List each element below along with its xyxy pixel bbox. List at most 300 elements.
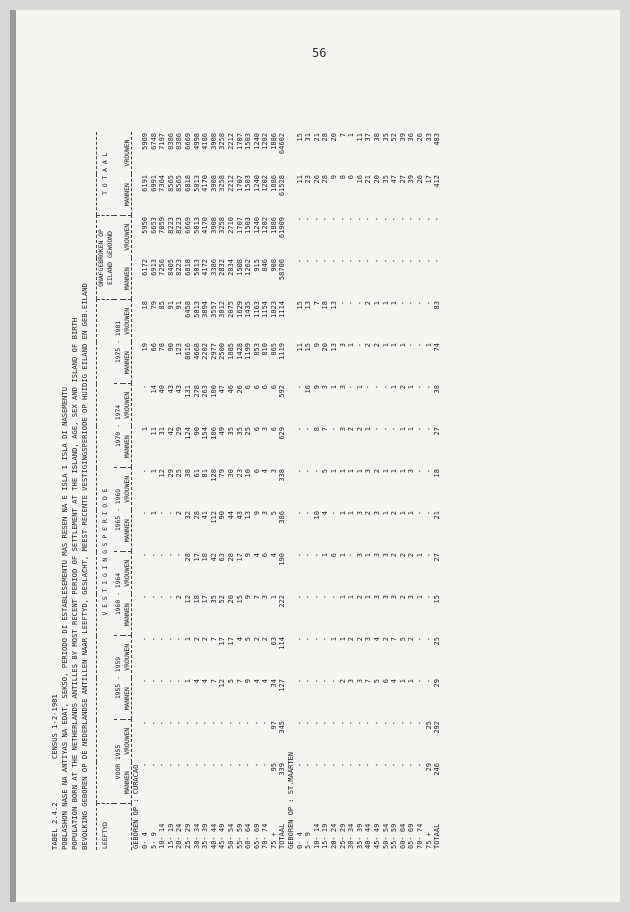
table-cell: 2832 — [218, 259, 227, 276]
table-cell: 11 — [295, 175, 304, 184]
table-row — [253, 132, 262, 850]
female-header: VROUWEN — [123, 720, 132, 762]
table-cell: 35 — [235, 427, 244, 436]
age-group-label: 30- 34 — [192, 823, 201, 849]
table-cell: - — [304, 553, 313, 558]
table-cell: 16 — [355, 175, 364, 184]
female-header: VROUWEN — [123, 636, 132, 678]
table-cell: - — [330, 763, 339, 768]
table-row — [227, 132, 236, 850]
table-cell: - — [140, 469, 149, 474]
table-cell: - — [338, 721, 347, 726]
table-cell: 35 — [226, 427, 235, 436]
table-cell: 1 — [364, 595, 373, 600]
table-cell: 25 — [244, 427, 253, 436]
table-cell: - — [330, 259, 339, 264]
table-cell: 1 — [338, 637, 347, 642]
table-cell: - — [295, 679, 304, 684]
table-cell: 8565 — [175, 175, 184, 192]
table-cell: - — [175, 763, 184, 768]
table-cell: 1 — [347, 511, 356, 516]
table-cell: 41 — [201, 511, 210, 520]
table-cell: 5 — [244, 637, 253, 642]
table-cell: 1503 — [244, 133, 253, 150]
table-cell: 8223 — [175, 217, 184, 234]
table-cell: 39 — [398, 133, 407, 142]
table-cell: 1 — [424, 343, 433, 348]
male-header: MANNEN — [123, 174, 132, 216]
table-cell: 43 — [175, 385, 184, 394]
table-cell: - — [373, 763, 381, 768]
male-header: MANNEN — [123, 426, 132, 468]
table-cell: 1 — [330, 469, 339, 474]
table-cell: 2 — [175, 595, 184, 600]
period-header: 1965 - 1969 — [114, 468, 123, 552]
table-cell: 3 — [381, 553, 390, 558]
age-group-label: 5- 9 — [149, 832, 158, 849]
table-cell: - — [158, 637, 167, 642]
table-cell: 1 — [347, 595, 356, 600]
total-cell: 592 — [278, 385, 287, 398]
table-cell: 4 — [192, 679, 201, 684]
table-cell: - — [209, 763, 218, 768]
table-cell: 5969 — [140, 133, 149, 150]
age-group-label: 0- 4 — [295, 832, 304, 849]
table-row — [356, 132, 365, 850]
table-cell: 3 — [373, 511, 381, 516]
table-cell: 8223 — [166, 217, 175, 234]
table-cell: 5 — [226, 679, 235, 684]
table-cell: - — [390, 427, 399, 432]
table-cell: - — [304, 427, 313, 432]
table-cell: - — [140, 637, 149, 642]
table-cell: 79 — [149, 301, 158, 310]
table-cell: 28 — [192, 511, 201, 520]
table-cell: - — [312, 595, 321, 600]
table-cell: 6991 — [149, 175, 158, 192]
table-cell: 4 — [390, 679, 399, 684]
table-cell: - — [347, 301, 356, 306]
table-cell: 1 — [347, 133, 356, 138]
table-cell: 2 — [373, 469, 381, 474]
table-cell: - — [304, 637, 313, 642]
total-row — [278, 132, 287, 850]
table-cell: 17 — [424, 175, 433, 184]
table-cell: 78 — [158, 343, 167, 352]
table-cell: 7 — [390, 637, 399, 642]
table-cell: - — [304, 259, 313, 264]
table-cell: - — [364, 259, 373, 264]
table-cell: 1202 — [261, 217, 270, 234]
table-cell: - — [158, 679, 167, 684]
table-cell: 154 — [201, 427, 210, 440]
table-cell: - — [140, 553, 149, 558]
table-cell: - — [407, 721, 416, 726]
table-cell: 1202 — [261, 133, 270, 150]
total-row — [433, 132, 442, 850]
table-cell: 63 — [269, 637, 278, 646]
table-row — [236, 132, 245, 850]
table-cell: 3 — [338, 343, 347, 348]
table-row — [158, 132, 167, 850]
table-cell: 1508 — [235, 259, 244, 276]
table-cell: 20 — [321, 343, 330, 352]
table-cell: 1 — [338, 511, 347, 516]
table-cell: 1 — [390, 385, 399, 390]
table-cell: 8 — [312, 427, 321, 432]
table-row — [425, 132, 434, 850]
table-cell: 2 — [364, 343, 373, 348]
table-cell: - — [140, 721, 149, 726]
table-cell: 1 — [330, 385, 339, 390]
census-table — [96, 132, 442, 850]
table-cell: - — [304, 217, 313, 222]
table-cell: 2 — [261, 637, 270, 642]
table-cell: 4170 — [201, 217, 210, 234]
table-row — [321, 132, 330, 850]
male-header: MANNEN — [123, 594, 132, 636]
table-cell: - — [158, 763, 167, 768]
table-cell: - — [424, 511, 433, 516]
table-cell: 35 — [381, 175, 390, 184]
age-group-label: 15- 19 — [166, 823, 175, 849]
table-cell: - — [183, 763, 192, 768]
table-cell: 17 — [218, 637, 227, 646]
table-cell: 1 — [407, 511, 416, 516]
table-cell: 43 — [166, 385, 175, 394]
table-cell: 38 — [183, 469, 192, 478]
table-cell: 908 — [269, 259, 278, 272]
table-cell: 6653 — [149, 217, 158, 234]
age-group-label: 10- 14 — [158, 823, 167, 849]
table-cell: - — [347, 217, 356, 222]
table-cell: 2 — [390, 511, 399, 516]
table-cell: - — [192, 763, 201, 768]
table-cell: 13 — [330, 301, 339, 310]
age-group-label: 20- 24 — [330, 823, 339, 849]
table-cell: 34 — [269, 679, 278, 688]
table-cell: 90 — [192, 427, 201, 436]
table-cell: - — [330, 511, 339, 516]
table-cell: 3 — [338, 385, 347, 390]
table-cell: 1823 — [269, 301, 278, 318]
total-label: TOTAAL — [433, 823, 442, 849]
table-cell: - — [424, 301, 433, 306]
table-cell: 17 — [226, 637, 235, 646]
table-cell: - — [407, 301, 416, 306]
table-cell: - — [321, 259, 330, 264]
table-row — [270, 132, 279, 850]
table-cell: - — [381, 217, 390, 222]
table-cell: - — [390, 721, 399, 726]
table-cell: 1 — [398, 427, 407, 432]
table-cell: - — [381, 385, 390, 390]
table-cell: 21 — [364, 175, 373, 184]
table-cell: 1 — [381, 469, 390, 474]
female-header: VROUWEN — [123, 468, 132, 510]
table-cell: 1886 — [269, 175, 278, 192]
table-cell: - — [295, 217, 304, 222]
table-cell: - — [149, 553, 158, 558]
table-cell: - — [166, 595, 175, 600]
table-cell: 42 — [166, 427, 175, 436]
table-cell: 1 — [407, 679, 416, 684]
table-cell: - — [330, 595, 339, 600]
table-cell: 47 — [218, 385, 227, 394]
table-cell: 1 — [347, 343, 356, 348]
table-cell: - — [347, 721, 356, 726]
table-cell: - — [355, 763, 364, 768]
total-cell: - — [433, 259, 442, 264]
table-cell: 2 — [398, 553, 407, 558]
table-cell: 4 — [261, 679, 270, 684]
table-cell: 10 — [244, 469, 253, 478]
table-cell: - — [398, 721, 407, 726]
table-cell: 15 — [295, 133, 304, 142]
table-cell: 1 — [183, 637, 192, 642]
table-cell: - — [295, 427, 304, 432]
table-cell: 23 — [304, 175, 313, 184]
table-row — [201, 132, 210, 850]
table-cell: 17 — [192, 553, 201, 562]
table-row — [313, 132, 322, 850]
age-group-label: 75 + — [269, 832, 278, 849]
table-cell: - — [158, 721, 167, 726]
table-cell: 2710 — [226, 217, 235, 234]
male-header: MANNEN — [123, 342, 132, 384]
table-cell: 6669 — [183, 133, 192, 150]
table-cell: - — [373, 259, 381, 264]
table-cell: 2202 — [201, 343, 210, 360]
age-group-label: 65- 69 — [407, 823, 416, 849]
header-row-1 — [97, 132, 115, 850]
table-cell: 6818 — [183, 175, 192, 192]
table-cell: 1240 — [252, 133, 261, 150]
table-cell: 2 — [390, 553, 399, 558]
table-cell: 1885 — [226, 343, 235, 360]
table-cell: 8565 — [166, 175, 175, 192]
table-id: TABEL 2.4.2 — [50, 802, 59, 850]
total-cell: 345 — [278, 721, 287, 734]
table-cell: 6 — [269, 385, 278, 390]
table-cell: 128 — [209, 469, 218, 482]
table-cell: 3386 — [209, 259, 218, 276]
table-cell: 3908 — [209, 217, 218, 234]
table-cell: - — [347, 259, 356, 264]
table-cell: - — [355, 217, 364, 222]
table-cell: - — [398, 301, 407, 306]
table-cell: 9 — [252, 511, 261, 516]
table-cell: - — [415, 427, 424, 432]
table-row — [399, 132, 408, 850]
table-cell: 2 — [252, 637, 261, 642]
total-cell: 1119 — [278, 343, 287, 360]
table-cell: - — [364, 763, 373, 768]
table-cell: 846 — [261, 259, 270, 272]
table-row — [175, 132, 184, 850]
total-cell: 61909 — [278, 217, 287, 239]
table-cell: 61 — [192, 469, 201, 478]
table-cell: 6669 — [183, 217, 192, 234]
table-cell: - — [140, 385, 149, 390]
total-cell: 1114 — [278, 301, 287, 318]
table-cell: 16 — [304, 385, 313, 394]
table-cell: 3894 — [201, 301, 210, 318]
female-header: VROUWEN — [123, 552, 132, 594]
table-cell: - — [304, 721, 313, 726]
table-body — [132, 132, 442, 850]
table-cell: 25 — [424, 721, 433, 730]
total-cell: 190 — [278, 553, 287, 566]
table-cell: 9 — [244, 595, 253, 600]
table-cell: - — [295, 385, 304, 390]
table-cell: 6 — [252, 469, 261, 474]
table-cell: 95 — [269, 763, 278, 772]
table-cell: 1 — [347, 469, 356, 474]
table-cell: 4998 — [192, 133, 201, 150]
table-cell: 3908 — [209, 175, 218, 192]
table-cell: - — [295, 721, 304, 726]
table-cell: 25 — [175, 469, 184, 478]
table-cell: 3 — [373, 553, 381, 558]
table-cell: 3258 — [218, 133, 227, 150]
table-cell: 36 — [407, 133, 416, 142]
table-cell: - — [201, 763, 210, 768]
table-cell: 2034 — [226, 259, 235, 276]
table-cell: 1 — [398, 511, 407, 516]
table-cell: - — [261, 721, 270, 726]
total-cell: 38 — [433, 385, 442, 394]
table-cell: 8405 — [166, 259, 175, 276]
table-cell: - — [330, 427, 339, 432]
table-cell: 1 — [381, 343, 390, 348]
section-label-row — [132, 132, 141, 850]
table-cell: - — [226, 763, 235, 768]
table-cell: 6 — [269, 427, 278, 432]
table-cell: - — [218, 721, 227, 726]
table-cell: - — [390, 259, 399, 264]
table-cell: 1 — [364, 427, 373, 432]
table-cell: 1 — [381, 301, 390, 306]
table-cell: 1503 — [244, 175, 253, 192]
table-cell: - — [158, 553, 167, 558]
male-header: MANNEN — [123, 258, 132, 300]
table-row — [244, 132, 253, 850]
table-cell: 26 — [415, 133, 424, 142]
table-cell: - — [338, 217, 347, 222]
table-cell: - — [175, 553, 184, 558]
table-cell: - — [304, 763, 313, 768]
table-cell: 32 — [183, 511, 192, 520]
table-cell: - — [415, 469, 424, 474]
total-cell: 61528 — [278, 175, 287, 197]
table-cell: 3 — [355, 553, 364, 558]
female-header: VROUWEN — [123, 132, 132, 174]
table-cell: 3 — [269, 469, 278, 474]
total-cell: 27 — [433, 427, 442, 436]
table-cell: - — [304, 469, 313, 474]
table-cell: - — [424, 259, 433, 264]
table-cell: 5 — [398, 637, 407, 642]
table-cell: - — [364, 721, 373, 726]
header-row-periods — [114, 132, 123, 850]
table-cell: 5013 — [192, 301, 201, 318]
table-cell: 1163 — [252, 301, 261, 318]
table-cell: - — [415, 259, 424, 264]
table-cell: - — [347, 553, 356, 558]
table-cell: 5013 — [192, 259, 201, 276]
table-cell: 1 — [355, 469, 364, 474]
table-cell: - — [381, 427, 390, 432]
table-cell: 17 — [201, 595, 210, 604]
total-cell: 74 — [433, 343, 442, 352]
table-cell: - — [235, 763, 244, 768]
table-cell: 9 — [312, 385, 321, 390]
table-cell: 6913 — [149, 259, 158, 276]
table-cell: - — [381, 259, 390, 264]
table-cell: 2 — [407, 637, 416, 642]
table-cell: - — [338, 259, 347, 264]
total-cell: 127 — [278, 679, 287, 692]
table-cell: 8223 — [175, 259, 184, 276]
table-cell: - — [183, 721, 192, 726]
table-cell: 2212 — [226, 175, 235, 192]
table-cell: - — [158, 595, 167, 600]
table-cell: 26 — [415, 175, 424, 184]
table-cell: 31 — [304, 133, 313, 142]
table-cell: - — [244, 721, 253, 726]
table-row — [167, 132, 176, 850]
male-header: MANNEN — [123, 762, 132, 804]
table-cell: 97 — [269, 721, 278, 730]
table-cell: 3258 — [218, 217, 227, 234]
table-cell: - — [209, 721, 218, 726]
table-cell: - — [295, 763, 304, 768]
table-cell: 18 — [192, 595, 201, 604]
table-cell: 2 — [201, 637, 210, 642]
table-cell: 5013 — [192, 175, 201, 192]
table-cell: - — [415, 385, 424, 390]
section-label: GEBOREN OP : ST.MAARTEN — [287, 752, 296, 849]
table-cell: 6191 — [140, 175, 149, 192]
table-cell: 1 — [338, 469, 347, 474]
table-cell: 1202 — [261, 175, 270, 192]
table-cell: 1 — [407, 385, 416, 390]
table-cell: 37 — [364, 133, 373, 142]
total-cell: 27 — [433, 553, 442, 562]
table-cell: 6818 — [183, 259, 192, 276]
table-row — [193, 132, 202, 850]
table-cell: 5 — [321, 469, 330, 474]
table-row — [218, 132, 227, 850]
table-cell: - — [373, 721, 381, 726]
table-cell: 4 — [252, 553, 261, 558]
table-cell: - — [312, 679, 321, 684]
table-cell: - — [424, 553, 433, 558]
table-cell: - — [407, 343, 416, 348]
table-cell: 40 — [158, 385, 167, 394]
table-cell: 3 — [381, 595, 390, 600]
table-cell: 1 — [183, 679, 192, 684]
table-cell: 915 — [252, 259, 261, 272]
table-cell: - — [321, 637, 330, 642]
age-group-label: 45- 49 — [218, 823, 227, 849]
table-cell: - — [166, 511, 175, 516]
period-header: 1960 - 1964 — [114, 552, 123, 636]
age-group-label: 35- 39 — [201, 823, 210, 849]
table-cell: - — [149, 679, 158, 684]
table-cell: 9 — [244, 679, 253, 684]
